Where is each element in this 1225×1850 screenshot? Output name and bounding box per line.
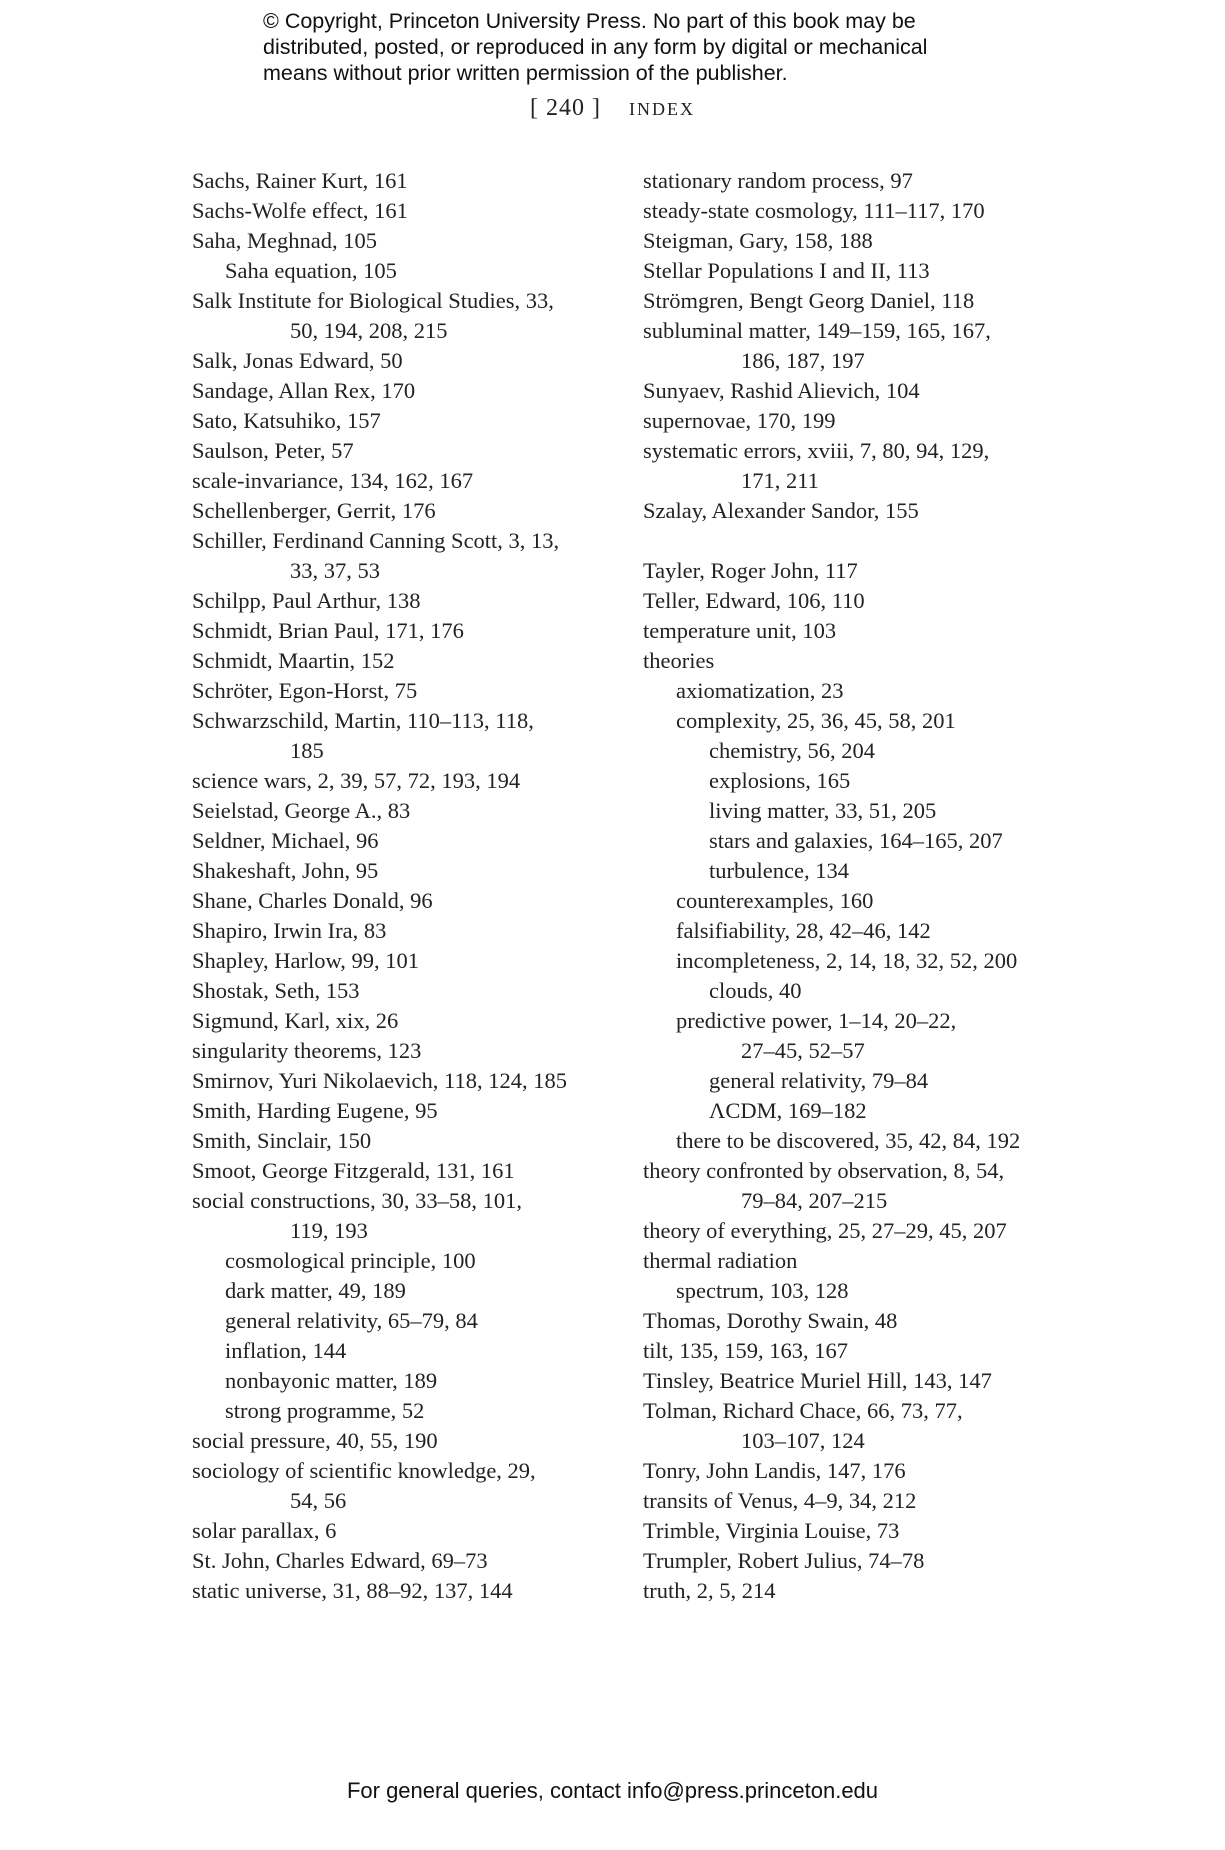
index-entry: Schellenberger, Gerrit, 176 (192, 498, 436, 523)
index-entry: Sandage, Allan Rex, 170 (192, 378, 416, 403)
index-entry: Stellar Populations I and II, 113 (643, 258, 930, 283)
index-entry: Trimble, Virginia Louise, 73 (643, 1518, 900, 1543)
index-entry: steady-state cosmology, 111–117, 170 (643, 198, 985, 223)
index-entry: theory confronted by observation, 8, 54, 79–84, 207–215 (643, 1158, 1005, 1213)
index-entry: singularity theorems, 123 (192, 1038, 422, 1063)
index-entry: Thomas, Dorothy Swain, 48 (643, 1308, 898, 1333)
index-entry: Schilpp, Paul Arthur, 138 (192, 588, 421, 613)
index-column-left (192, 166, 612, 1606)
index-entry: theory of everything, 25, 27–29, 45, 207 (643, 1218, 1007, 1243)
page-number: [ 240 ] (530, 95, 601, 121)
index-entry: transits of Venus, 4–9, 34, 212 (643, 1488, 917, 1513)
index-entry: subluminal matter, 149–159, 165, 167, 186, 187, 197 (643, 318, 991, 373)
index-subentry: dark matter, 49, 189 (225, 1278, 406, 1303)
index-entry: Sato, Katsuhiko, 157 (192, 408, 381, 433)
index-entry: scale-invariance, 134, 162, 167 (192, 468, 474, 493)
index-entry: science wars, 2, 39, 57, 72, 193, 194 (192, 768, 521, 793)
index-entry: tilt, 135, 159, 163, 167 (643, 1338, 849, 1363)
index-subentry: general relativity, 65–79, 84 (225, 1308, 478, 1333)
index-entry: Sachs, Rainer Kurt, 161 (192, 168, 408, 193)
index-entry: Shostak, Seth, 153 (192, 978, 360, 1003)
index-entry: Strömgren, Bengt Georg Daniel, 118 (643, 288, 975, 313)
index-subsubentry: general relativity, 79–84 (709, 1068, 929, 1093)
index-entry: sociology of scientific knowledge, 29, 54, 56 (192, 1458, 536, 1513)
index-entry: temperature unit, 103 (643, 618, 837, 643)
index-entry: Schwarzschild, Martin, 110–113, 118, 185 (192, 708, 534, 763)
index-entry: Shapley, Harlow, 99, 101 (192, 948, 420, 973)
index-entry: social pressure, 40, 55, 190 (192, 1428, 438, 1453)
index-subentry: there to be discovered, 35, 42, 84, 192 (676, 1128, 1021, 1153)
index-subsubentry: chemistry, 56, 204 (709, 738, 876, 763)
index-entry: Tayler, Roger John, 117 (643, 558, 858, 583)
index-entry: social constructions, 30, 33–58, 101, 119, 193 (192, 1188, 522, 1243)
index-subentry: falsifiability, 28, 42–46, 142 (676, 918, 931, 943)
index-subentry: counterexamples, 160 (676, 888, 874, 913)
index-entry: Szalay, Alexander Sandor, 155 (643, 498, 919, 523)
index-entry: Sachs-Wolfe effect, 161 (192, 198, 408, 223)
index-entry: supernovae, 170, 199 (643, 408, 836, 433)
index-entry: theories (643, 648, 715, 673)
index-subentry: complexity, 25, 36, 45, 58, 201 (676, 708, 956, 733)
index-subsubentry: living matter, 33, 51, 205 (709, 798, 937, 823)
index-entry: Schröter, Egon-Horst, 75 (192, 678, 418, 703)
copyright-line: distributed, posted, or reproduced in any form by digital or mechanical (263, 35, 928, 59)
index-entry: Tonry, John Landis, 147, 176 (643, 1458, 906, 1483)
footer-contact: For general queries, contact info@press.princeton.edu (346, 1778, 879, 1803)
index-entry: Trumpler, Robert Julius, 74–78 (643, 1548, 925, 1573)
index-subsubentry: explosions, 165 (709, 768, 851, 793)
index-subsubentry: ΛCDM, 169–182 (709, 1098, 867, 1123)
page-title: index (628, 94, 695, 121)
letter-group-spacer (643, 526, 1083, 556)
copyright-line: means without prior written permission of the publisher. (263, 61, 788, 85)
index-entry: Smith, Harding Eugene, 95 (192, 1098, 438, 1123)
index-entry: thermal radiation (643, 1248, 798, 1273)
index-subentry: predictive power, 1–14, 20–22, 27–45, 52–57 (676, 1008, 957, 1063)
index-subsubentry: stars and galaxies, 164–165, 207 (709, 828, 1003, 853)
index-subentry: Saha equation, 105 (225, 258, 397, 283)
index-entry: Shapiro, Irwin Ira, 83 (192, 918, 387, 943)
index-subentry: spectrum, 103, 128 (676, 1278, 849, 1303)
index-entry: truth, 2, 5, 214 (643, 1578, 776, 1603)
index-entry: Shakeshaft, John, 95 (192, 858, 379, 883)
index-entry: Smoot, George Fitzgerald, 131, 161 (192, 1158, 515, 1183)
index-subsubentry: clouds, 40 (709, 978, 802, 1003)
index-subentry: incompleteness, 2, 14, 18, 32, 52, 200 (676, 948, 1018, 973)
index-subentry: strong programme, 52 (225, 1398, 425, 1423)
index-entry: systematic errors, xviii, 7, 80, 94, 129, 171, 211 (643, 438, 990, 493)
index-entry: St. John, Charles Edward, 69–73 (192, 1548, 488, 1573)
index-subentry: nonbayonic matter, 189 (225, 1368, 438, 1393)
index-entry: static universe, 31, 88–92, 137, 144 (192, 1578, 513, 1603)
index-entry: stationary random process, 97 (643, 168, 913, 193)
copyright-line: © Copyright, Princeton University Press. No part of this book may be (263, 9, 916, 33)
index-entry: Shane, Charles Donald, 96 (192, 888, 433, 913)
index-subentry: inflation, 144 (225, 1338, 347, 1363)
index-entry: Saulson, Peter, 57 (192, 438, 354, 463)
index-entry: Saha, Meghnad, 105 (192, 228, 377, 253)
index-entry: Schiller, Ferdinand Canning Scott, 3, 13, 33, 37, 53 (192, 528, 560, 583)
index-entry: Schmidt, Maartin, 152 (192, 648, 395, 673)
index-subentry: cosmological principle, 100 (225, 1248, 476, 1273)
index-entry: Salk, Jonas Edward, 50 (192, 348, 403, 373)
index-entry: Sigmund, Karl, xix, 26 (192, 1008, 399, 1033)
index-entry: Teller, Edward, 106, 110 (643, 588, 865, 613)
index-column-right (643, 166, 1083, 1606)
index-subsubentry: turbulence, 134 (709, 858, 849, 883)
index-entry: Tinsley, Beatrice Muriel Hill, 143, 147 (643, 1368, 992, 1393)
index-entry: Tolman, Richard Chace, 66, 73, 77, 103–107, 124 (643, 1398, 963, 1453)
index-entry: Smith, Sinclair, 150 (192, 1128, 372, 1153)
copyright-notice (263, 8, 983, 86)
index-subentry: axiomatization, 23 (676, 678, 844, 703)
index-entry: Salk Institute for Biological Studies, 33, 50, 194, 208, 215 (192, 288, 554, 343)
index-entry: Sunyaev, Rashid Alievich, 104 (643, 378, 920, 403)
running-header (0, 94, 1225, 122)
index-entry: Seldner, Michael, 96 (192, 828, 379, 853)
index-entry: Seielstad, George A., 83 (192, 798, 411, 823)
index-entry: solar parallax, 6 (192, 1518, 337, 1543)
index-entry: Smirnov, Yuri Nikolaevich, 118, 124, 185 (192, 1068, 567, 1093)
index-entry: Steigman, Gary, 158, 188 (643, 228, 873, 253)
index-entry: Schmidt, Brian Paul, 171, 176 (192, 618, 464, 643)
